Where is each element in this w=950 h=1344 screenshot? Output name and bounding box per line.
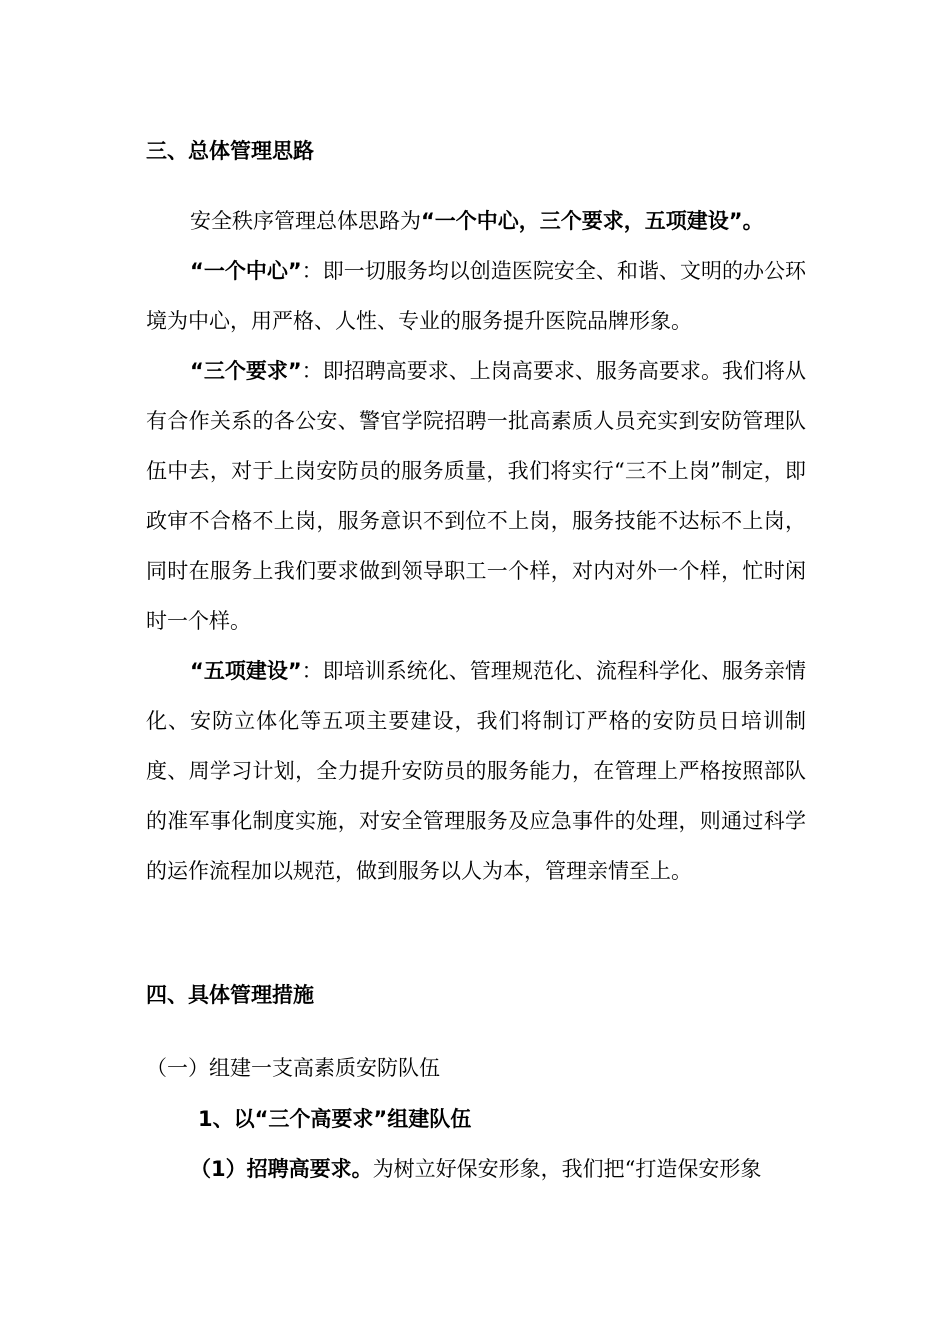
paragraph-five-constructions [146,646,806,896]
paragraph-three-requirements [146,346,806,646]
item-recruitment [190,1155,761,1183]
term-three-requirements: “三个要求” [190,359,302,383]
intro-lead-text: 安全秩序管理总体思路为 [190,209,421,233]
paragraph-three-requirements-text: ：即招聘高要求、上岗高要求、服务高要求。我们将从有合作关系的各公安、警官学院招聘一批高素质人员充实到安防管理队伍中去，对于上岗安防员的服务质量，我们将实行“三不上岗”制定，即政审不合格不上岗，服务意识不到位不上岗，服务技能不达标不上岗，同时在服务上我们要求做到领导职工一个样，对内对外一个样，忙时闲时一个样。 [146,359,806,633]
intro-paragraph [190,207,764,235]
item-recruitment-label: （1）招聘高要求。 [190,1157,373,1181]
intro-bold-text: “一个中心，三个要求，五项建设”。 [421,209,764,233]
section-heading-4: 四、具体管理措施 [146,983,314,1007]
item-recruitment-text: 为树立好保安形象，我们把“打造保安形象 [372,1157,762,1181]
paragraph-one-center-text: ：即一切服务均以创造医院安全、和谐、文明的办公环境为中心，用严格、人性、专业的服务提升医院品牌形象。 [146,259,806,333]
term-one-center: “一个中心” [190,259,302,283]
section-heading-3: 三、总体管理思路 [146,139,314,163]
paragraph-one-center [146,246,806,346]
subsection-heading-1: （一）组建一支高素质安防队伍 [146,1056,440,1080]
term-five-constructions: “五项建设” [190,659,302,683]
paragraph-five-constructions-text: ：即培训系统化、管理规范化、流程科学化、服务亲情化、安防立体化等五项主要建设，我们将制订严格的安防员日培训制度、周学习计划，全力提升安防员的服务能力，在管理上严格按照部队的准军事化制度实施，对安全管理服务及应急事件的处理，则通过科学的运作流程加以规范，做到服务以人为本，管理亲情至上。 [146,659,806,883]
subsection-heading-1-1: 1、以“三个高要求”组建队伍 [198,1107,472,1131]
